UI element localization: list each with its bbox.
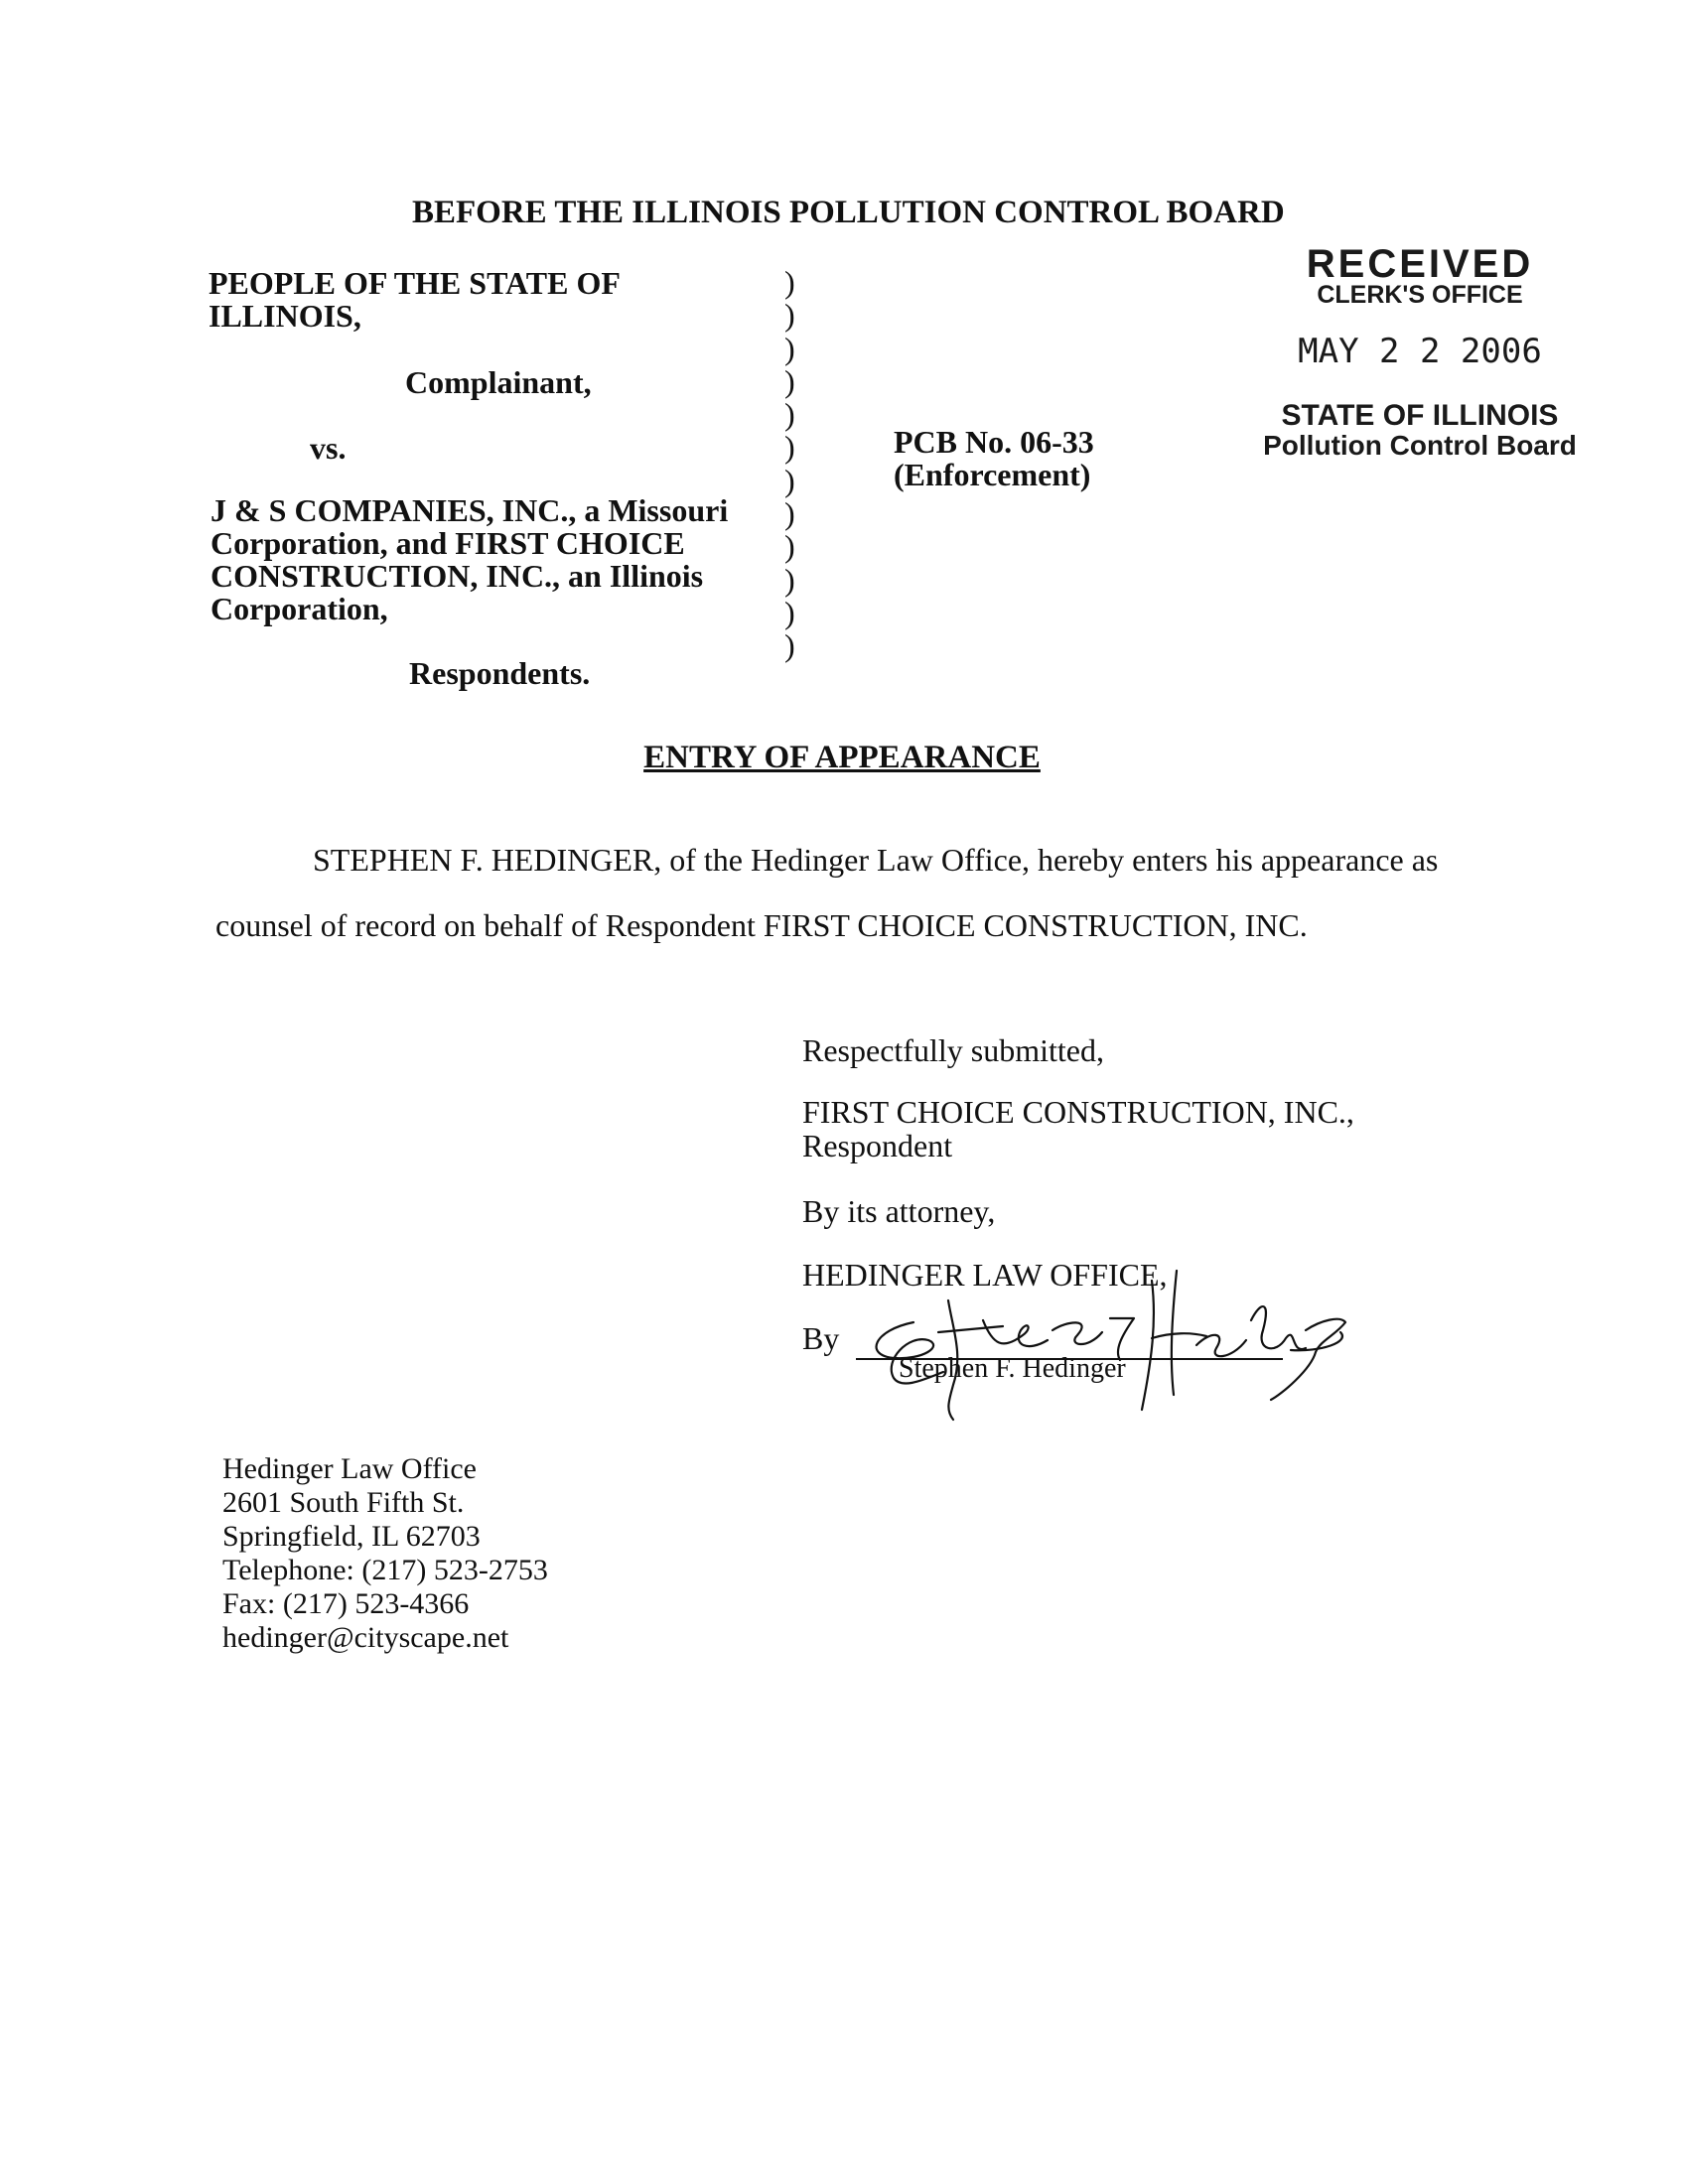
paren: ) — [784, 495, 795, 532]
complainant-role: Complainant, — [405, 364, 592, 400]
respondent-name-line-4: Corporation, — [210, 591, 388, 626]
paren: ) — [784, 429, 795, 466]
handwritten-signature — [854, 1261, 1350, 1430]
body-line-1: STEPHEN F. HEDINGER, of the Hedinger Law Office, hereby enters his appearance as — [313, 842, 1439, 878]
stamp-clerk-office: CLERK'S OFFICE — [1317, 281, 1523, 309]
body-line-2: counsel of record on behalf of Respondent FIRST CHOICE CONSTRUCTION, INC. — [215, 907, 1308, 943]
address-firm: Hedinger Law Office — [222, 1452, 477, 1485]
paren: ) — [784, 264, 795, 300]
received-stamp — [1261, 242, 1579, 461]
document-title: ENTRY OF APPEARANCE — [643, 740, 1041, 775]
paren: ) — [784, 528, 795, 565]
case-number: PCB No. 06-33 — [894, 424, 1094, 460]
stamp-board: Pollution Control Board — [1263, 430, 1577, 461]
address-street: 2601 South Fifth St. — [222, 1486, 465, 1519]
complainant-name-line-1: PEOPLE OF THE STATE OF — [209, 265, 621, 301]
by-label: By — [802, 1320, 840, 1356]
address-fax: Fax: (217) 523-4366 — [222, 1587, 470, 1620]
paren: ) — [784, 462, 795, 498]
closing: Respectfully submitted, — [802, 1032, 1104, 1068]
paren: ) — [784, 594, 795, 630]
stamp-received: RECEIVED — [1306, 242, 1534, 286]
caption-parenthesis-column — [784, 266, 795, 663]
respondent-name-line-2: Corporation, and FIRST CHOICE — [210, 525, 685, 561]
address-city: Springfield, IL 62703 — [222, 1520, 481, 1553]
stamp-state: STATE OF ILLINOIS — [1281, 399, 1559, 432]
court-heading: BEFORE THE ILLINOIS POLLUTION CONTROL BOARD — [412, 195, 1285, 230]
paren: ) — [784, 297, 795, 334]
party-name: FIRST CHOICE CONSTRUCTION, INC., — [802, 1094, 1354, 1130]
respondent-name-line-1: J & S COMPANIES, INC., a Missouri — [210, 492, 729, 528]
respondent-name-line-3: CONSTRUCTION, INC., an Illinois — [210, 558, 704, 594]
paren: ) — [784, 561, 795, 598]
complainant-name-line-2: ILLINOIS, — [209, 298, 361, 334]
address-block — [222, 1452, 548, 1655]
address-telephone: Telephone: (217) 523-2753 — [222, 1554, 548, 1586]
versus-label: vs. — [310, 430, 347, 466]
signer-name: Stephen F. Hedinger — [899, 1353, 1126, 1384]
case-type: (Enforcement) — [894, 457, 1091, 492]
respondent-role: Respondents. — [409, 655, 591, 691]
firm-name: HEDINGER LAW OFFICE, — [802, 1257, 1168, 1293]
paren: ) — [784, 396, 795, 433]
party-role: Respondent — [802, 1128, 953, 1163]
stamp-date: MAY 2 2 2006 — [1298, 332, 1542, 371]
paren: ) — [784, 330, 795, 366]
address-email: hedinger@cityscape.net — [222, 1621, 509, 1654]
paren: ) — [784, 627, 795, 664]
paren: ) — [784, 362, 795, 399]
by-attorney: By its attorney, — [802, 1193, 996, 1229]
